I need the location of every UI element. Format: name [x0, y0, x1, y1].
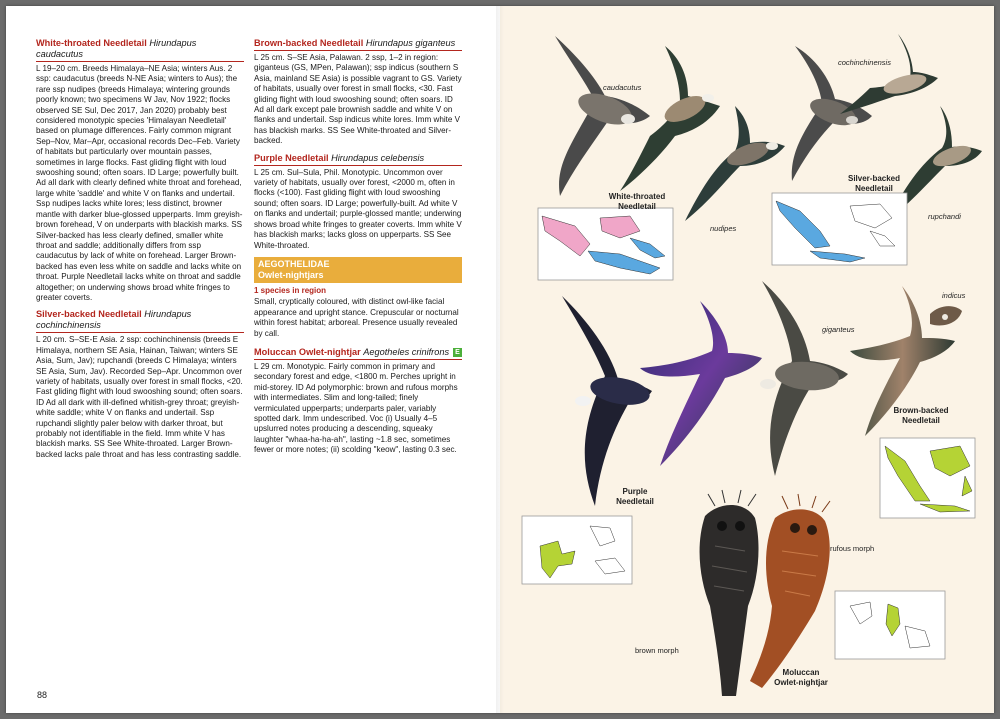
- species-title: [254, 347, 462, 360]
- bird-owlet-nightjar-brown-morph: [700, 490, 759, 696]
- scientific-name: Aegotheles crinifrons: [363, 346, 450, 357]
- page-number: 88: [37, 690, 48, 700]
- species-title: [254, 38, 462, 51]
- page-gutter: [496, 6, 504, 713]
- species-entry-brown-backed: [254, 38, 462, 147]
- bird-brown-backed-indicus-head: [930, 306, 962, 325]
- label-brown-morph: brown morph: [635, 646, 679, 655]
- family-species-count: 1 species in region: [254, 285, 327, 295]
- bird-owlet-nightjar-rufous-morph: [750, 494, 830, 688]
- common-name: Silver-backed Needletail: [36, 309, 142, 320]
- family-header: [254, 257, 462, 283]
- scientific-name: Hirundapus caudacutus: [36, 38, 197, 59]
- species-entry-white-throated: [36, 38, 244, 303]
- text-column-right: [254, 38, 462, 462]
- label-moluccan-owlet-nightjar: Moluccan Owlet-nightjar: [774, 668, 828, 687]
- common-name: Moluccan Owlet-nightjar: [254, 346, 361, 357]
- map-purple: [522, 516, 632, 584]
- map-owlet-nightjar: [835, 591, 945, 659]
- label-caudacutus: caudacutus: [603, 83, 642, 92]
- bird-brown-backed-underside: [760, 281, 848, 476]
- species-description: L 25 cm. Sul–Sula, Phil. Monotypic. Uncommon over variety of habitats, usually over forest, <2000 m, often in flocks (<100). Fast gliding flight with loud swooshing sound; often soars. ID Large; powerfully-built. Ad white V on flanks and undertail; purple-glossed mantle; underwing shows broad white fringes to greater coverts. Imm white V has blackish marks; lacks gloss on upperparts. SS See White-throated.: [254, 167, 462, 250]
- label-brown-backed-needletail: Brown-backed Needletail: [893, 406, 949, 425]
- scientific-name: Hirundapus cochinchinensis: [36, 309, 192, 331]
- label-white-throated-needletail: White-throated Needletail: [608, 192, 666, 211]
- common-name: White-throated Needletail: [36, 38, 147, 48]
- map-brown-backed: [880, 438, 975, 518]
- book-spread: [6, 6, 994, 713]
- illustration-plate: [500, 6, 994, 713]
- label-purple-needletail: Purple Needletail: [616, 487, 654, 506]
- label-rupchandi: rupchandi: [928, 212, 961, 221]
- species-title: [254, 153, 462, 166]
- bird-purple-underside: [562, 296, 652, 506]
- species-description: L 25 cm. S–SE Asia, Palawan. 2 ssp, 1–2 in region: giganteus (GS, MPen, Palawan); ssp indicus (southern S Asia, mainland SE Asia) is possible vagrant to GS. Variety of habitats, usually over forest in small flocks, <30. Fast gliding flight with loud swooshing sound; often soars. ID Ad all dark except pale brownish saddle and white V on flanks and undertail. Ssp indicus white lores. Imm white V has blackish marks. SS See White-throated and Silver-backed.: [254, 53, 462, 146]
- species-entry-silver-backed: [36, 309, 244, 460]
- label-rufous-morph: rufous morph: [830, 544, 875, 553]
- species-description: L 29 cm. Monotypic. Fairly common in primary and secondary forest and edge, <1800 m. Perches upright in mid-storey. ID Ad polymorphic: brown and rufous morphs with intermediates. Slim and long-tailed; finely vermiculated upperparts; underparts paler, variably spotted dark. Imm undescribed. Voc (i) Usually 4–5 upslurred notes producing a descending, squeaky laughter "whaa-ha-ha-ah", lasting ~1.8 sec, sometimes fewer or more notes; (ii) scolding "keow", lasting 0.3 sec.: [254, 361, 458, 455]
- bird-purple-upperside: [640, 301, 762, 466]
- map-silver-backed: [772, 193, 907, 265]
- plate-illustrations: [500, 6, 994, 713]
- family-common-name: Owlet-nightjars: [258, 269, 324, 280]
- family-description: Small, cryptically coloured, with distinct owl-like facial appearance and upright stance. Crepuscular or nocturnal within forest habitat; arboreal. Presence usually revealed by call.: [254, 297, 459, 338]
- species-title: [36, 38, 244, 62]
- label-cochinchinensis: cochinchinensis: [838, 58, 891, 67]
- species-entry-moluccan-owlet-nightjar: [254, 347, 462, 456]
- label-nudipes: nudipes: [710, 224, 737, 233]
- species-description: L 20 cm. S–SE-E Asia. 2 ssp: cochinchinensis (breeds E Himalaya, northern SE Asia, Hainan, Taiwan; winters SE Asia, Sum, Jav); rupchandi (breeds C Himalaya; winters SE Asia, Sum, Jav). Recorded Sep–Apr. Uncommon over variety of habitats, usually over forest in small flocks, <20. Fast gliding flight with loud swooshing sound; often soars. ID Ad all dark with ill-defined whitish-grey throat; greyish-white saddle; white V on flanks and undertail. Ssp rupchandi slightly paler below with darker throat, but probably not identifiable in the field. Imm white V has blackish marks. SS See White-throated. Larger Brown-backed lacks pale throat and has less contrasting saddle.: [36, 335, 243, 459]
- label-silver-backed-needletail: Silver-backed Needletail: [847, 174, 901, 193]
- scientific-name: Hirundapus celebensis: [331, 152, 425, 163]
- family-name: AEGOTHELIDAE: [258, 258, 330, 269]
- common-name: Brown-backed Needletail: [254, 38, 364, 48]
- species-entry-purple: [254, 153, 462, 251]
- map-white-throated: [538, 208, 673, 280]
- text-page: [6, 6, 500, 713]
- text-column-left: [36, 38, 244, 466]
- label-giganteus: giganteus: [822, 325, 855, 334]
- scientific-name: Hirundapus giganteus: [365, 38, 456, 48]
- label-indicus: indicus: [942, 291, 966, 300]
- species-title: [36, 309, 244, 333]
- common-name: Purple Needletail: [254, 152, 329, 163]
- endemic-badge: E: [453, 348, 462, 357]
- bird-silver-backed-upperside: [840, 34, 938, 114]
- species-description: L 19–20 cm. Breeds Himalaya–NE Asia; winters Aus. 2 ssp: caudacutus (breeds N-NE Asia; winters to Aus); the rare ssp nudipes (breeds Himalaya; wintering grounds poorly known; two specimens W Jav, Nov 1922; flocks observed SE Sul, Dec 2017, Jan 2020) probably best considered monotypic species 'Himalayan Needletail' based on plumage differences. Fairly common migrant Sep–Nov, Mar–Apr, occasional records Dec–Feb. Variety of habitats but particularly over mountain passes, sometimes in large flocks. Fast gliding flight with loud swooshing sound; often soars. ID Large; powerfully built. Ad all dark with clearly defined white throat and forehead, large white 'saddle' and white V on flanks and undertail. Ssp nudipes lacks white lores; less distinct, browner mantle with darker blue-glossed upperparts. Imm greyish-brown forehead, V on underparts with blackish marks. SS Silver-backed has less clearly defined, smaller white throat and saddle; additionally differs from ssp caudacutus by lack of white on forehead. Larger Brown-backed has even less white on saddle and lacks white on throat. Purple Needletail lacks white on throat and saddle altogether; on underwing shows broad white fringes to greater coverts.: [36, 64, 243, 302]
